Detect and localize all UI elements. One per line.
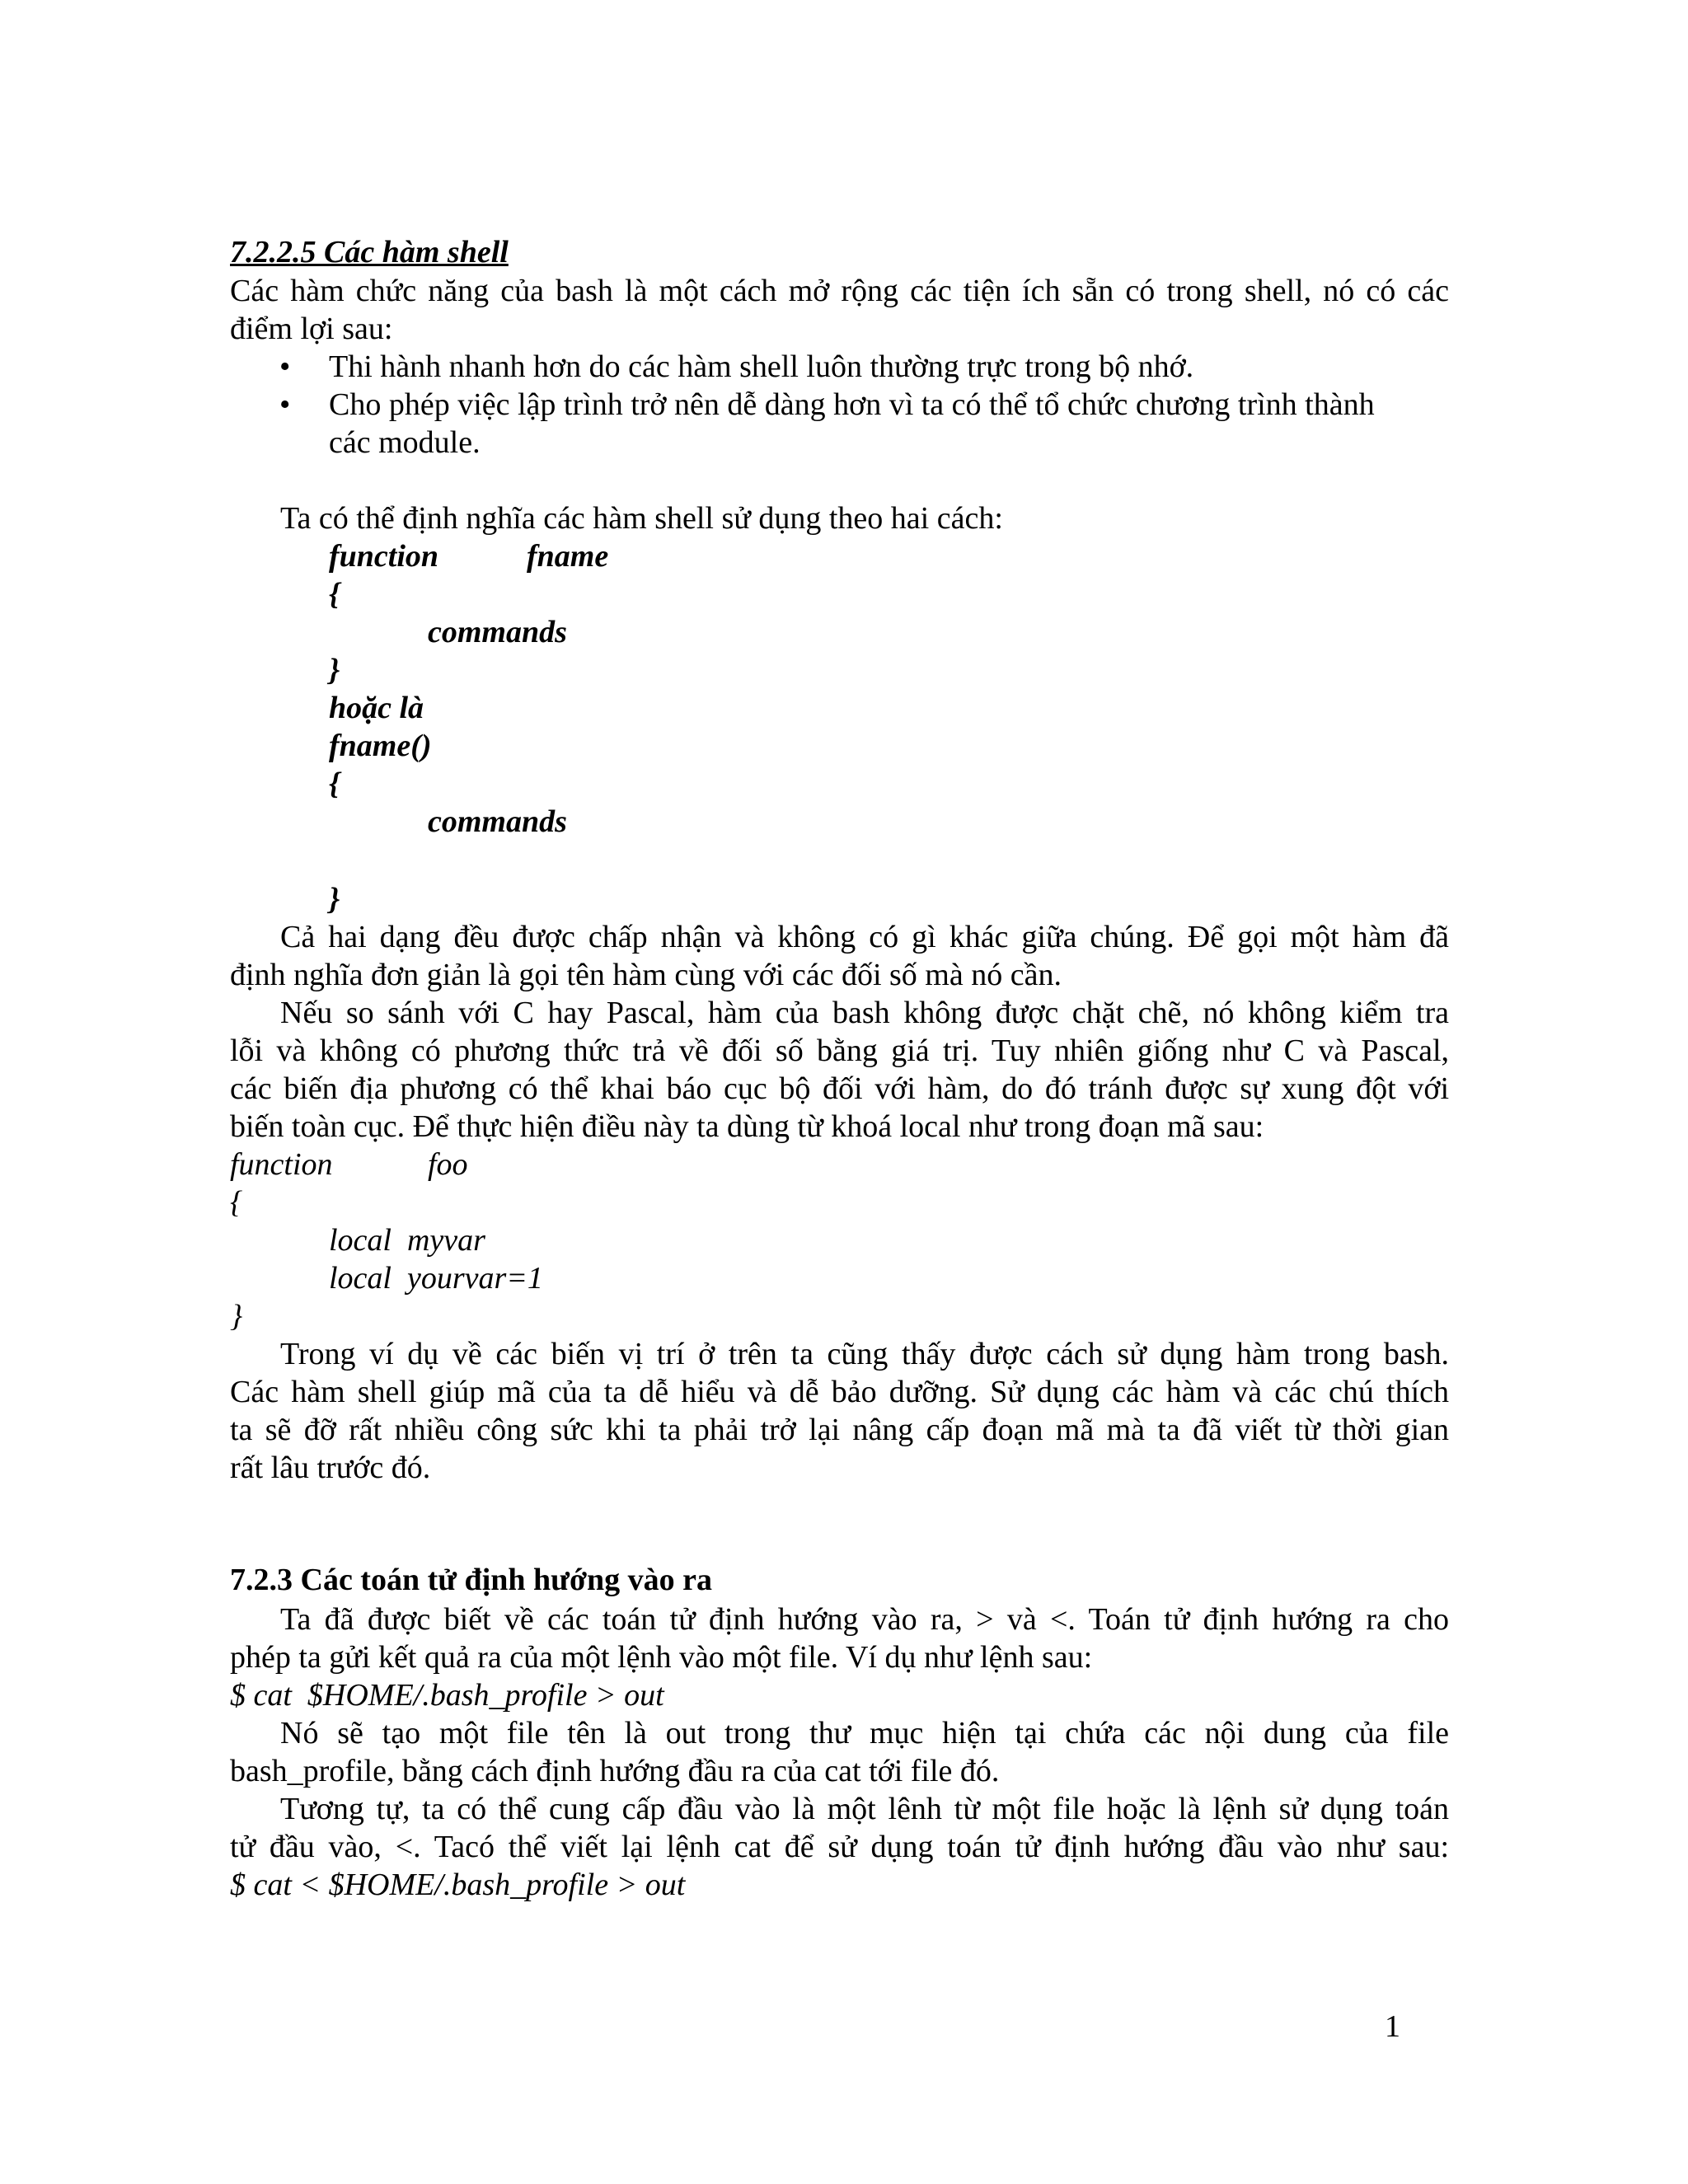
syntax-commands: commands xyxy=(428,615,567,649)
intro-line-1: Các hàm chức năng của bash là một cách mở rộng các tiện ích sẵn có trong shell, nó có các xyxy=(230,274,1449,308)
code-local-yourvar: local yourvar=1 xyxy=(329,1261,543,1296)
code-function-keyword: function xyxy=(230,1147,333,1182)
bullet-marker-1: • xyxy=(279,349,291,384)
command-example-2: $ cat < $HOME/.bash_profile > out xyxy=(230,1868,686,1902)
page-number: 1 xyxy=(1385,2009,1400,2044)
code-local-myvar: local myvar xyxy=(329,1223,485,1258)
code-close-brace: } xyxy=(230,1299,243,1333)
para1-line-1: Cả hai dạng đều được chấp nhận và không có gì khác giữa chúng. Để gọi một hàm đã xyxy=(280,920,1449,954)
para3-line-1: Trong ví dụ về các biến vị trí ở trên ta cũng thấy được cách sử dụng hàm trong bash. xyxy=(280,1337,1449,1371)
para2-line-2: lỗi và không có phương thức trả về đối số bằng giá trị. Tuy nhiên giống như C và Pascal, xyxy=(230,1033,1449,1068)
para2-line-1: Nếu so sánh với C hay Pascal, hàm của bash không được chặt chẽ, nó không kiểm tra xyxy=(280,996,1449,1030)
syntax-open-brace-2: { xyxy=(329,766,340,801)
syntax-open-brace: { xyxy=(329,577,340,612)
define-intro: Ta có thể định nghĩa các hàm shell sử dụng theo hai cách: xyxy=(280,501,1003,536)
s723-para3-line-1: Tương tự, ta có thể cung cấp đầu vào là một lênh từ một file hoặc là lệnh sử dụng toán xyxy=(280,1792,1449,1826)
syntax-close-brace: } xyxy=(329,653,340,687)
section-heading-723: 7.2.3 Các toán tử định hướng vào ra xyxy=(230,1563,712,1597)
syntax-function-keyword: function xyxy=(329,539,439,574)
s723-para3-line-2: tử đầu vào, <. Tacó thể viết lại lệnh cat để sử dụng toán tử định hướng đầu vào như sau: xyxy=(230,1830,1449,1864)
para3-line-4: rất lâu trước đó. xyxy=(230,1451,431,1485)
code-open-brace: { xyxy=(230,1185,243,1220)
section-heading-725: 7.2.2.5 Các hàm shell xyxy=(230,235,509,269)
syntax-fname-paren: fname() xyxy=(329,729,432,763)
bullet-1-line-1: Thi hành nhanh hơn do các hàm shell luôn thường trực trong bộ nhớ. xyxy=(329,349,1194,384)
para1-line-2: định nghĩa đơn giản là gọi tên hàm cùng với các đối số mà nó cần. xyxy=(230,958,1062,992)
syntax-commands-2: commands xyxy=(428,804,567,839)
para3-line-3: ta sẽ đỡ rất nhiều công sức khi ta phải trở lại nâng cấp đoạn mã mà ta đã viết từ thời gian xyxy=(230,1413,1449,1447)
para3-line-2: Các hàm shell giúp mã của ta dễ hiểu và dễ bảo dưỡng. Sử dụng các hàm và các chú thích xyxy=(230,1375,1449,1409)
syntax-or: hoặc là xyxy=(329,691,424,725)
intro-line-2: điểm lợi sau: xyxy=(230,312,393,346)
para2-line-4: biến toàn cục. Để thực hiện điều này ta dùng từ khoá local như trong đoạn mã sau: xyxy=(230,1109,1264,1144)
s723-para2-line-2: bash_profile, bằng cách định hướng đầu ra của cat tới file đó. xyxy=(230,1754,1000,1788)
bullet-2-line-1: Cho phép việc lập trình trở nên dễ dàng hơn vì ta có thể tổ chức chương trình thành xyxy=(329,387,1375,422)
bullet-2-line-2: các module. xyxy=(329,425,481,460)
syntax-fname: fname xyxy=(527,539,609,574)
s723-para1-line-1: Ta đã được biết về các toán tử định hướng vào ra, > và <. Toán tử định hướng ra cho xyxy=(280,1602,1449,1637)
code-function-name: foo xyxy=(428,1147,468,1182)
para2-line-3: các biến địa phương có thể khai báo cục bộ đối với hàm, do đó tránh được sự xung đột với xyxy=(230,1071,1449,1106)
syntax-close-brace-2: } xyxy=(329,882,340,916)
s723-para2-line-1: Nó sẽ tạo một file tên là out trong thư mục hiện tại chứa các nội dung của file xyxy=(280,1716,1449,1750)
command-example-1: $ cat $HOME/.bash_profile > out xyxy=(230,1678,664,1713)
bullet-marker-2: • xyxy=(279,387,291,422)
s723-para1-line-2: phép ta gửi kết quả ra của một lệnh vào một file. Ví dụ như lệnh sau: xyxy=(230,1640,1093,1675)
